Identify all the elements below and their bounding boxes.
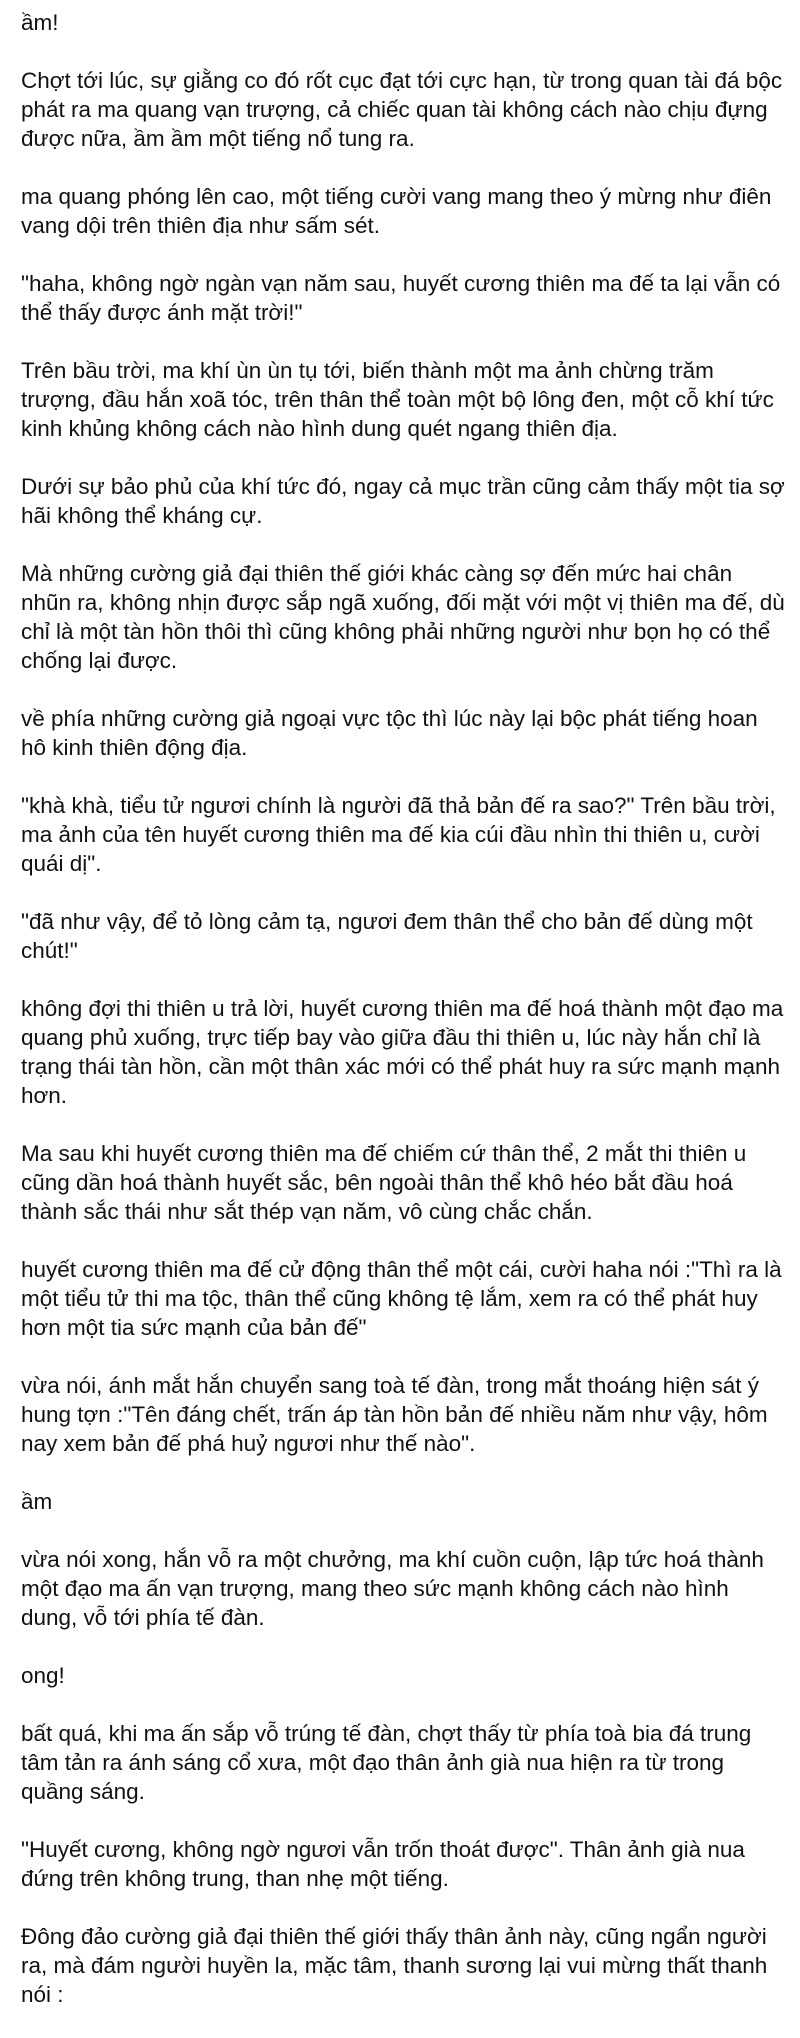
story-text	[21, 8, 786, 2038]
paragraph: không đợi thi thiên u trả lời, huyết cương thiên ma đế hoá thành một đạo ma quang phủ xuống, trực tiếp bay vào giữa đầu thi thiên u, lúc này hắn chỉ là trạng thái tàn hồn, cần một thân xác mới có thể phát huy ra sức mạnh mạnh hơn.	[21, 996, 784, 1108]
paragraph: Chợt tới lúc, sự giằng co đó rốt cục đạt tới cực hạn, từ trong quan tài đá bộc phát ra ma quang vạn trượng, cả chiếc quan tài không cách nào chịu đựng được nữa, ầm ầm một tiếng nổ tung ra.	[21, 68, 783, 151]
paragraph: huyết cương thiên ma đế cử động thân thể một cái, cười haha nói :"Thì ra là một tiểu tử thi ma tộc, thân thể cũng không tệ lắm, xem ra có thể phát huy hơn một tia sức mạnh của bản đế"	[21, 1257, 782, 1340]
paragraph: ma quang phóng lên cao, một tiếng cười vang mang theo ý mừng như điên vang dội trên thiên địa như sấm sét.	[21, 184, 772, 238]
paragraph: Ma sau khi huyết cương thiên ma đế chiếm cứ thân thể, 2 mắt thi thiên u cũng dần hoá thành huyết sắc, bên ngoài thân thể khô héo bắt đầu hoá thành sắc thái như sắt thép vạn năm, vô cùng chắc chắn.	[21, 1141, 747, 1224]
paragraph: Mà những cường giả đại thiên thế giới khác càng sợ đến mức hai chân nhũn ra, không nhịn được sắp ngã xuống, đối mặt với một vị thiên ma đế, dù chỉ là một tàn hồn thôi thì cũng không phải những người như bọn họ có thể chống lại được.	[21, 561, 785, 673]
paragraph: vừa nói, ánh mắt hắn chuyển sang toà tế đàn, trong mắt thoáng hiện sát ý hung tợn :"Tên đáng chết, trấn áp tàn hồn bản đế nhiều năm như vậy, hôm nay xem bản đế phá huỷ ngươi như thế nào".	[21, 1373, 768, 1456]
paragraph: "đã như vậy, để tỏ lòng cảm tạ, ngươi đem thân thể cho bản đế dùng một chút!"	[21, 909, 753, 963]
paragraph: "haha, không ngờ ngàn vạn năm sau, huyết cương thiên ma đế ta lại vẫn có thể thấy được ánh mặt trời!"	[21, 271, 781, 325]
paragraph: ầm	[21, 1489, 53, 1514]
paragraph: "khà khà, tiểu tử ngươi chính là người đã thả bản đế ra sao?" Trên bầu trời, ma ảnh của tên huyết cương thiên ma đế kia cúi đầu nhìn thi thiên u, cười quái dị".	[21, 793, 776, 876]
paragraph: ầm!	[21, 10, 59, 35]
paragraph: Dưới sự bảo phủ của khí tức đó, ngay cả mục trần cũng cảm thấy một tia sợ hãi không thể kháng cự.	[21, 474, 785, 528]
paragraph: ong!	[21, 1663, 65, 1688]
paragraph: Trên bầu trời, ma khí ùn ùn tụ tới, biến thành một ma ảnh chừng trăm trượng, đầu hắn xoã tóc, trên thân thể toàn một bộ lông đen, một cỗ khí tức kinh khủng không cách nào hình dung quét ngang thiên địa.	[21, 358, 774, 441]
paragraph: Đông đảo cường giả đại thiên thế giới thấy thân ảnh này, cũng ngẩn người ra, mà đám người huyền la, mặc tâm, thanh sương lại vui mừng thất thanh nói :	[21, 1924, 768, 2007]
paragraph: vừa nói xong, hắn vỗ ra một chưởng, ma khí cuồn cuộn, lập tức hoá thành một đạo ma ấn vạn trượng, mang theo sức mạnh không cách nào hình dung, vỗ tới phía tế đàn.	[21, 1547, 764, 1630]
paragraph: bất quá, khi ma ấn sắp vỗ trúng tế đàn, chợt thấy từ phía toà bia đá trung tâm tản ra ánh sáng cổ xưa, một đạo thân ảnh già nua hiện ra từ trong quầng sáng.	[21, 1721, 752, 1804]
paragraph: về phía những cường giả ngoại vực tộc thì lúc này lại bộc phát tiếng hoan hô kinh thiên động địa.	[21, 706, 758, 760]
paragraph: "Huyết cương, không ngờ ngươi vẫn trốn thoát được". Thân ảnh già nua đứng trên không trung, than nhẹ một tiếng.	[21, 1837, 745, 1891]
